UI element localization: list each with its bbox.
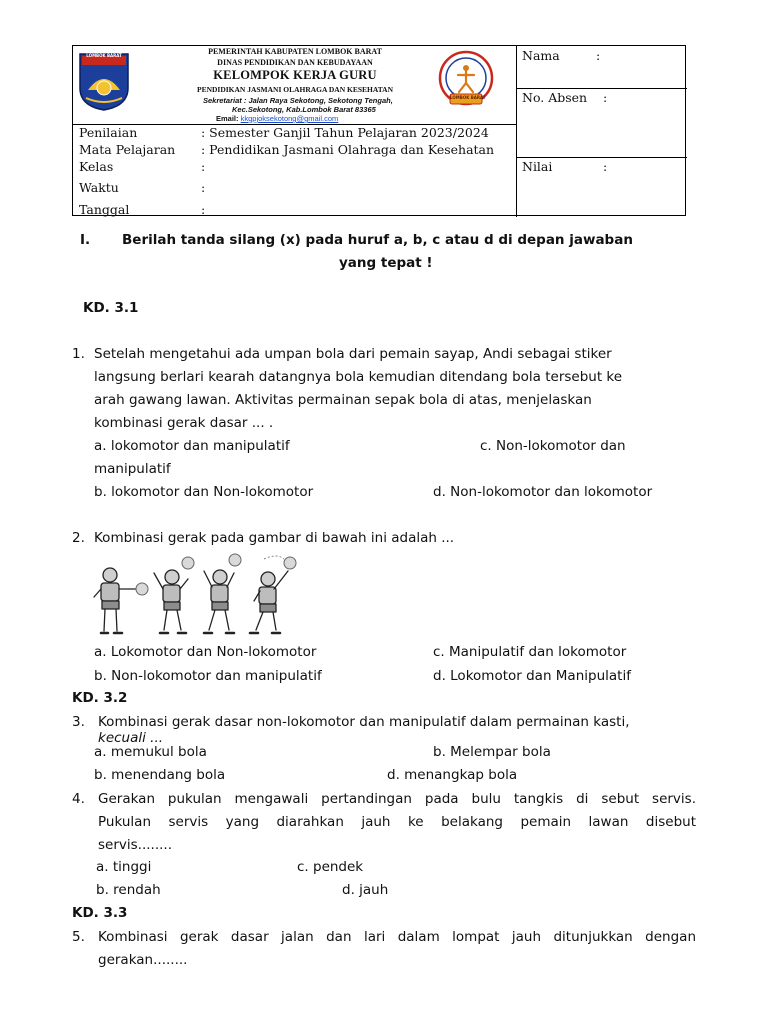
gov-name: PEMERINTAH KABUPATEN LOMBOK BARAT — [208, 47, 382, 56]
left-logo-text: LOMBOK BARAT — [86, 53, 122, 58]
q3-option-b-right[interactable]: b. Melempar bola — [433, 744, 551, 760]
meta-label-mapel: Mata Pelajaran — [79, 142, 176, 157]
q1-option-c-cont: manipulatif — [94, 461, 171, 477]
q5-line-2: gerakan........ — [98, 952, 188, 968]
q1-line-3: arah gawang lawan. Aktivitas permainan sepak bola di atas, menjelaskan — [94, 392, 592, 408]
dept-name: DINAS PENDIDIKAN DAN KEBUDAYAAN — [217, 58, 373, 67]
q4-option-d[interactable]: d. jauh — [342, 882, 389, 898]
q3-number: 3. — [72, 714, 85, 730]
q1-option-b[interactable]: b. lokomotor dan Non-lokomotor — [94, 484, 314, 500]
q1-line-4: kombinasi gerak dasar ... . — [94, 415, 274, 431]
nilai-label: Nilai — [522, 159, 553, 174]
q2-option-b[interactable]: b. Non-lokomotor dan manipulatif — [94, 668, 322, 684]
q4-line-1: Gerakan pukulan mengawali pertandingan pada bulu tangkis di sebut servis. — [98, 791, 696, 807]
no-absen-colon: : — [603, 90, 608, 105]
address-line-2: Kec.Sekotong, Kab.Lombok Barat 83365 — [232, 105, 376, 114]
section-kd-3-2: KD. 3.2 — [72, 690, 128, 706]
q2-text: Kombinasi gerak pada gambar di bawah ini adalah ... — [94, 530, 455, 546]
q2-option-a[interactable]: a. Lokomotor dan Non-lokomotor — [94, 644, 317, 660]
group-name: KELOMPOK KERJA GURU — [213, 68, 377, 82]
q1-line-1: Setelah mengetahui ada umpan bola dari pemain sayap, Andi sebagai stiker — [94, 346, 612, 362]
meta-value-waktu: : — [201, 180, 206, 195]
no-absen-label: No. Absen — [522, 90, 588, 105]
instruction-number: I. — [80, 232, 91, 248]
q4-number: 4. — [72, 791, 85, 807]
q3-option-a[interactable]: a. memukul bola — [94, 744, 207, 760]
q2-option-d[interactable]: d. Lokomotor dan Manipulatif — [433, 668, 631, 684]
meta-label-tanggal: Tanggal — [79, 202, 130, 217]
kkg-pjok-logo — [436, 50, 496, 110]
q4-option-b[interactable]: b. rendah — [96, 882, 161, 898]
meta-label-waktu: Waktu — [79, 180, 119, 195]
meta-label-kelas: Kelas — [79, 159, 114, 174]
divider-nama — [516, 88, 687, 89]
q1-option-d[interactable]: d. Non-lokomotor dan lokomotor — [433, 484, 653, 500]
divider-absen — [516, 157, 687, 158]
section-kd-3-1: KD. 3.1 — [83, 300, 139, 316]
meta-value-mapel: : Pendidikan Jasmani Olahraga dan Kesehatan — [201, 142, 495, 157]
q2-option-c[interactable]: c. Manipulatif dan lokomotor — [433, 644, 627, 660]
q4-option-c[interactable]: c. pendek — [297, 859, 364, 875]
meta-value-penilaian: : Semester Ganjil Tahun Pelajaran 2023/2024 — [201, 125, 489, 140]
meta-label-penilaian: Penilaian — [79, 125, 138, 140]
email-link[interactable]: kkgpjoksekotong@gmail.com — [240, 114, 339, 123]
address-line-1: Sekretariat : Jalan Raya Sekotong, Sekotong Tengah, — [203, 96, 393, 105]
q4-line-3: servis........ — [98, 837, 172, 853]
q2-number: 2. — [72, 530, 85, 546]
instruction-line-2: yang tepat ! — [339, 255, 433, 271]
right-logo-text: LOMBOK BARAT — [450, 95, 486, 100]
q1-line-2: langsung berlari kearah datangnya bola kemudian ditendang bola tersebut ke — [94, 369, 623, 385]
q3-option-b[interactable]: b. menendang bola — [94, 767, 226, 783]
q4-line-2: Pukulan servis yang diarahkan jauh ke belakang pemain lawan disebut — [98, 814, 696, 830]
lombok-barat-logo — [78, 52, 130, 112]
q3-text-cont: kecuali ... — [98, 730, 164, 746]
q4-option-a[interactable]: a. tinggi — [96, 859, 152, 875]
q1-option-c[interactable]: c. Non-lokomotor dan — [480, 438, 626, 454]
meta-value-tanggal: : — [201, 202, 206, 217]
section-kd-3-3: KD. 3.3 — [72, 905, 128, 921]
q5-line-1: Kombinasi gerak dasar jalan dan lari dalam lompat jauh ditunjukkan dengan — [98, 929, 696, 945]
meta-value-kelas: : — [201, 159, 206, 174]
email-label: Email: — [216, 114, 239, 123]
q3-text: Kombinasi gerak dasar non-lokomotor dan manipulatif dalam permainan kasti, — [98, 714, 630, 730]
divider-right-column — [516, 46, 517, 217]
nama-colon: : — [596, 48, 601, 63]
instruction-line-1: Berilah tanda silang (x) pada huruf a, b, c atau d di depan jawaban — [122, 232, 633, 248]
q5-number: 5. — [72, 929, 85, 945]
subject-group: PENDIDIKAN JASMANI OLAHRAGA DAN KESEHATAN — [197, 85, 393, 94]
q2-illustration — [92, 553, 318, 641]
q1-option-a[interactable]: a. lokomotor dan manipulatif — [94, 438, 290, 454]
nilai-colon: : — [603, 159, 608, 174]
nama-label: Nama — [522, 48, 560, 63]
q3-option-d[interactable]: d. menangkap bola — [387, 767, 518, 783]
q1-number: 1. — [72, 346, 85, 362]
